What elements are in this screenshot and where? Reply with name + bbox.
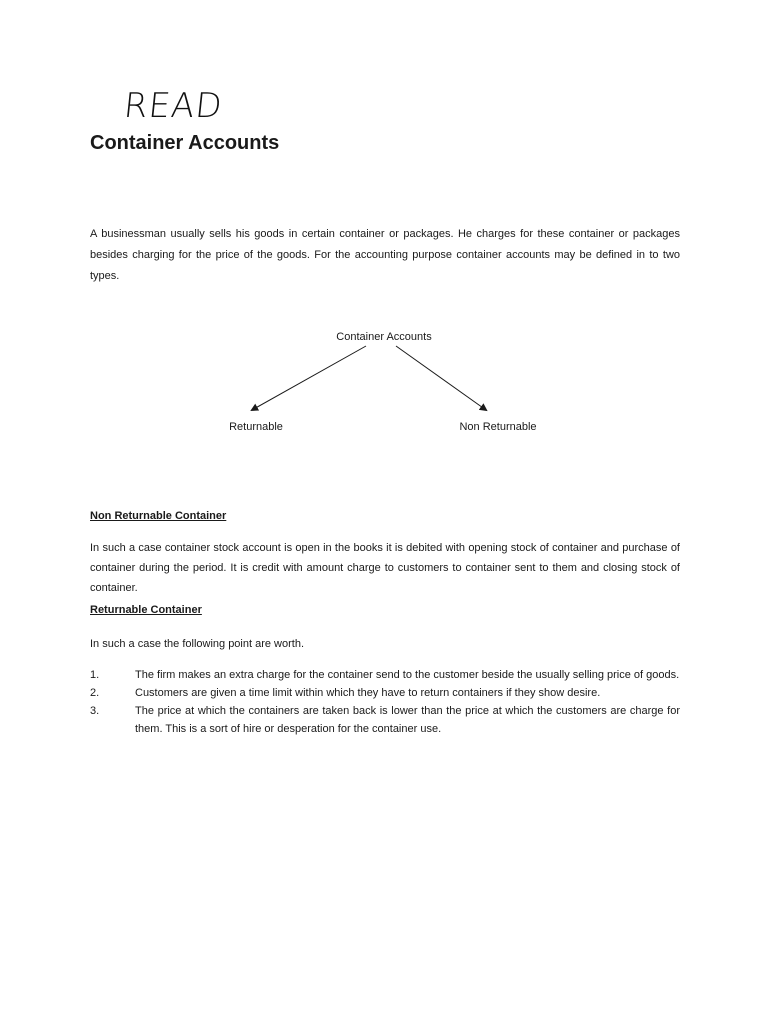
arrow-to-returnable — [252, 346, 366, 410]
list-item-number: 1. — [90, 669, 100, 681]
arrow-to-non-returnable — [396, 346, 486, 410]
diagram-returnable-label: Returnable — [229, 421, 283, 433]
returnable-heading: Returnable Container — [90, 604, 202, 616]
list-item — [90, 666, 680, 684]
list-item — [90, 702, 680, 738]
page-title: Container Accounts — [90, 132, 280, 154]
list-item-text: The firm makes an extra charge for the container send to the customer beside the usually selling price of goods. — [135, 669, 680, 681]
handwritten-annotation: READ — [121, 86, 225, 126]
container-accounts-diagram — [0, 320, 768, 450]
list-item-text: Customers are given a time limit within which they have to return containers if they show desire. — [135, 687, 601, 699]
non-returnable-heading: Non Returnable Container — [90, 510, 227, 522]
returnable-points-list — [90, 666, 680, 738]
list-item — [90, 684, 680, 702]
returnable-intro: In such a case the following point are worth. — [90, 638, 305, 650]
intro-paragraph: A businessman usually sells his goods in certain container or packages. He charges for these container or packages besides charging for the price of the goods. For the accounting purpose container accounts may be defined in to two types. — [90, 228, 680, 282]
diagram-non-returnable-label: Non Returnable — [459, 421, 537, 433]
non-returnable-paragraph: In such a case container stock account is open in the books it is debited with opening stock of container and purchase of container during the period. It is credit with amount charge to customers to container sent to them and closing stock of container. — [90, 542, 680, 594]
diagram-root-label: Container Accounts — [336, 331, 432, 343]
list-item-text: The price at which the containers are taken back is lower than the price at which the customers are charge for them. This is a sort of hire or desperation for the container use. — [135, 705, 680, 735]
list-item-number: 3. — [90, 705, 100, 717]
list-item-number: 2. — [90, 687, 100, 699]
